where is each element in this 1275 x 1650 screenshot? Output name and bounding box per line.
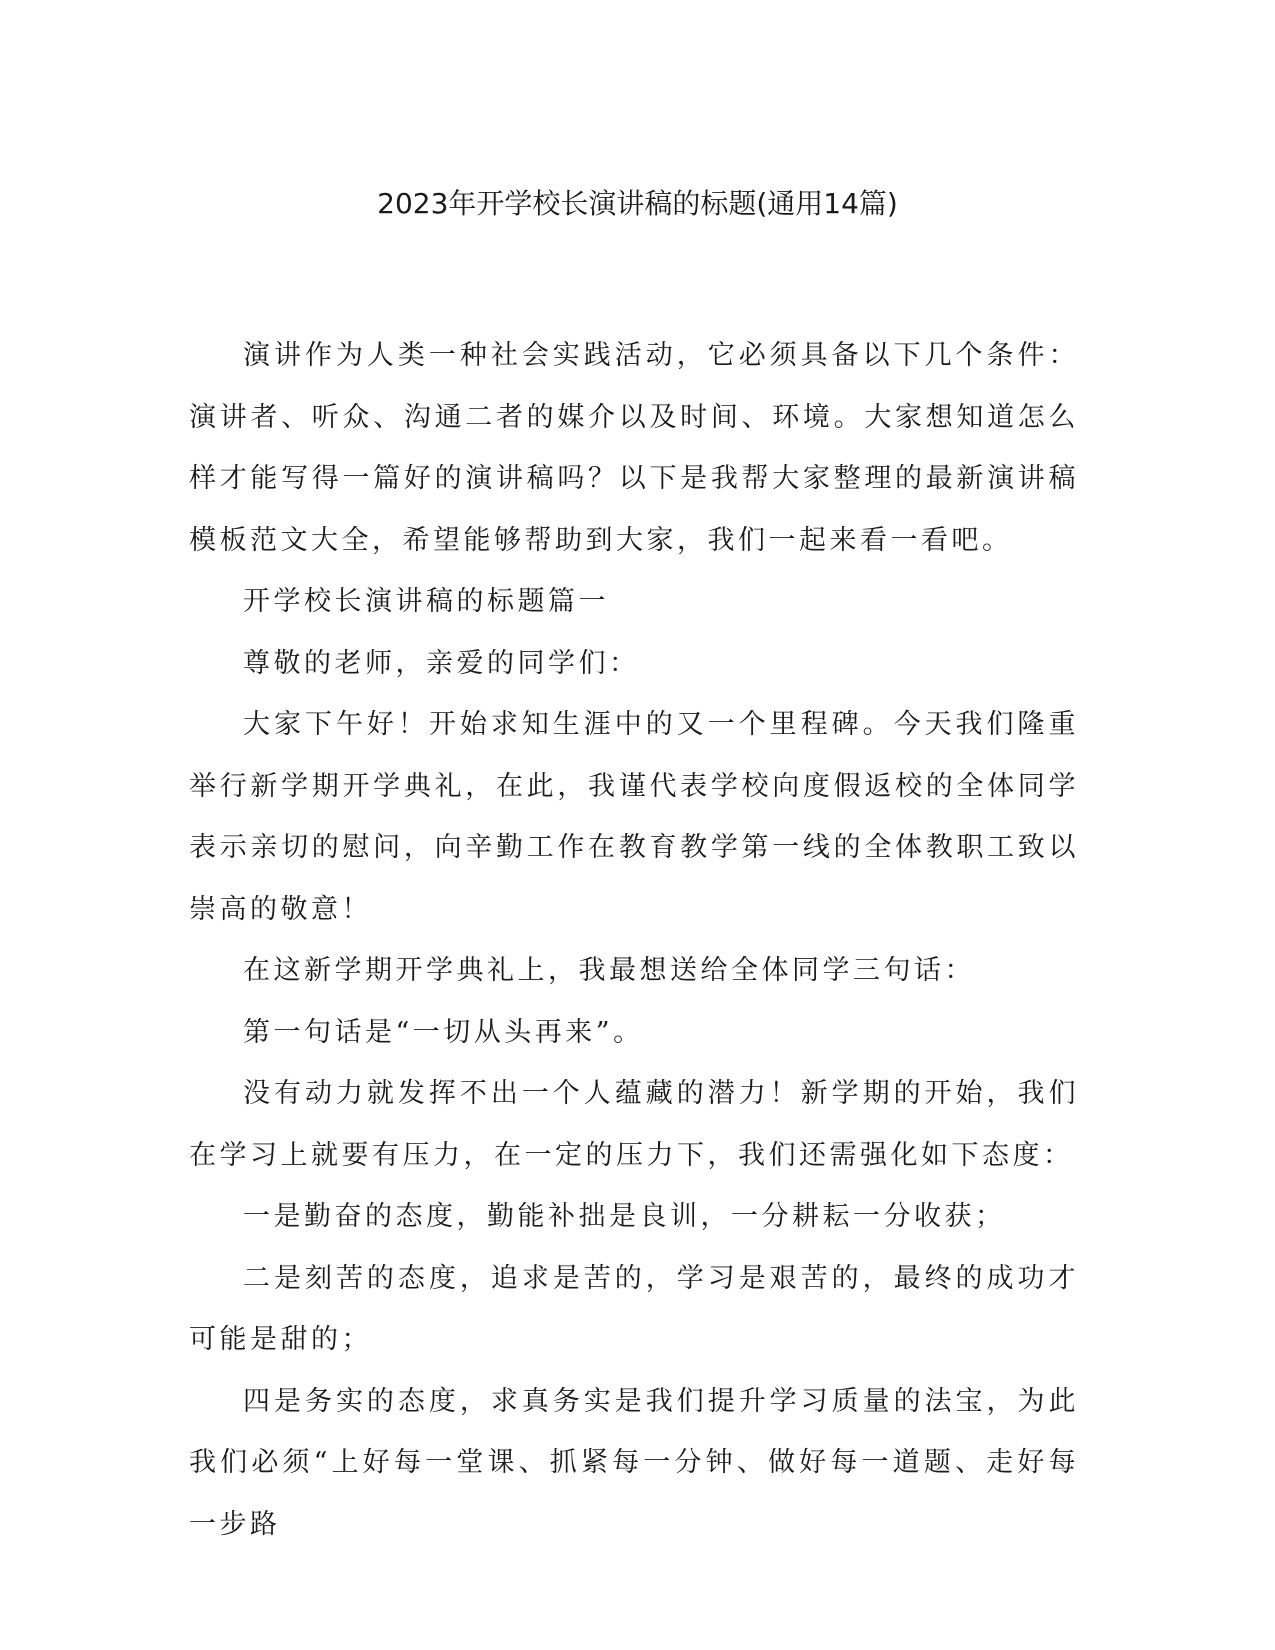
paragraph: 第一句话是“一切从头再来”。 — [243, 1016, 644, 1048]
paragraph: 一是勤奋的态度，勤能补拙是良训，一分耕耘一分收获； — [243, 1201, 1006, 1232]
paragraph: 在这新学期开学典礼上，我最想送给全体同学三句话： — [243, 955, 975, 986]
paragraph: 二是刻苦的态度，追求是苦的，学习是艰苦的，最终的成功才可能是甜的； — [189, 1262, 1079, 1355]
paragraph: 开学校长演讲稿的标题篇一 — [243, 586, 609, 617]
document-title: 2023年开学校长演讲稿的标题(通用14篇) — [377, 187, 898, 220]
paragraph: 演讲作为人类一种社会实践活动，它必须具备以下几个条件：演讲者、听众、沟通二者的媒介以及时间、环境。大家想知道怎么样才能写得一篇好的演讲稿吗？以下是我帮大家整理的最新演讲稿模板范文大全，希望能够帮助到大家，我们一起来看一看吧。 — [189, 340, 1079, 556]
document-body — [189, 325, 1079, 1555]
paragraph: 四是务实的态度，求真务实是我们提升学习质量的法宝，为此我们必须“上好每一堂课、抓紧每一分钟、做好每一道题、走好每一步路 — [189, 1385, 1079, 1540]
paragraph: 大家下午好！开始求知生涯中的又一个里程碑。今天我们隆重举行新学期开学典礼，在此，我谨代表学校向度假返校的全体同学表示亲切的慰问，向辛勤工作在教育教学第一线的全体教职工致以崇高的敬意！ — [189, 709, 1079, 925]
paragraph: 尊敬的老师，亲爱的同学们： — [243, 647, 640, 679]
paragraph: 没有动力就发挥不出一个人蕴藏的潜力！新学期的开始，我们在学习上就要有压力，在一定的压力下，我们还需强化如下态度： — [189, 1078, 1079, 1171]
